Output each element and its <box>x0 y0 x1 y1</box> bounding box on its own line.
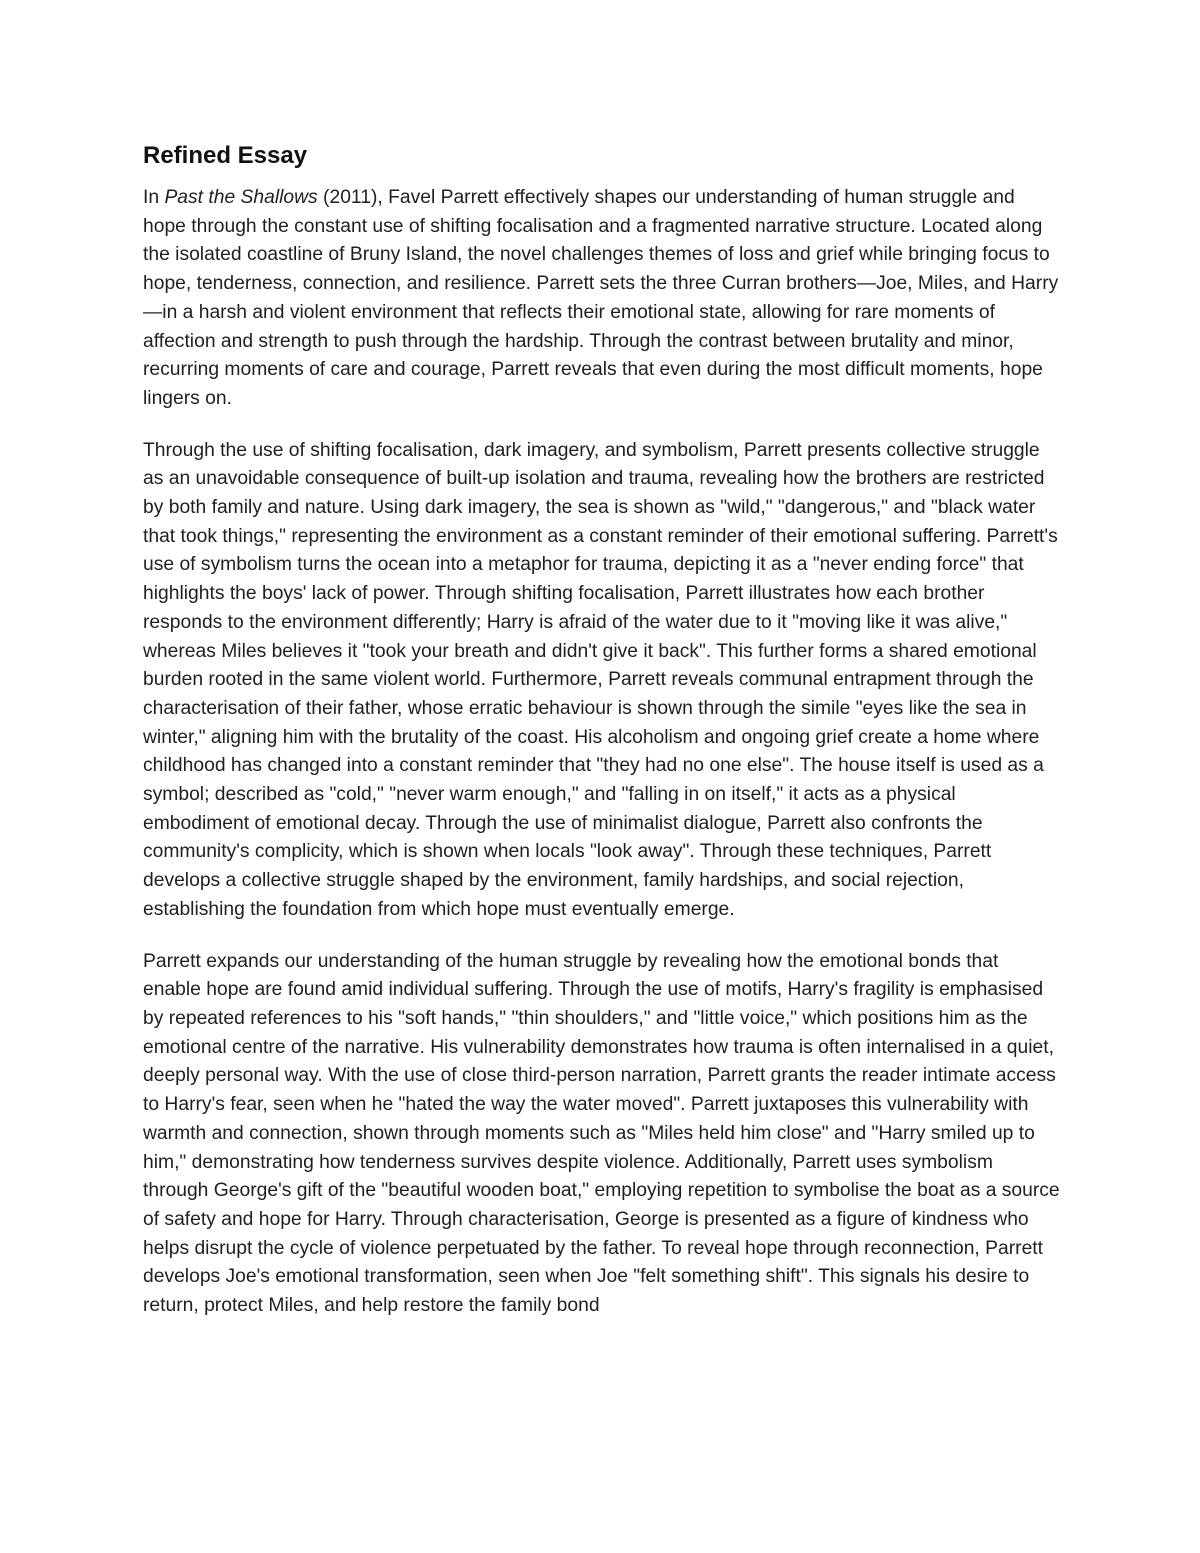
intro-prefix: In <box>143 187 165 208</box>
intro-body: (2011), Favel Parrett effectively shapes our understanding of human struggle and hope through the constant use of shifting focalisation and a fragmented narrative structure. Located along the isolated coastline of Bruny Island, the novel challenges themes of loss and grief while bringing focus to hope, tenderness, connection, and resilience. Parrett sets the three Curran brothers—Joe, Miles, and Harry—in a harsh and violent environment that reflects their emotional state, allowing for rare moments of affection and strength to push through the hardship. Through the contrast between brutality and minor, recurring moments of care and courage, Parrett reveals that even during the most difficult moments, hope lingers on. <box>143 187 1059 409</box>
body-paragraph-1: Through the use of shifting focalisation, dark imagery, and symbolism, Parrett presents collective struggle as an unavoidable consequence of built-up isolation and trauma, revealing how the brothers are restricted by both family and nature. Using dark imagery, the sea is shown as "wild," "dangerous," and "black water that took things," representing the environment as a constant reminder of their emotional suffering. Parrett's use of symbolism turns the ocean into a metaphor for trauma, depicting it as a "never ending force" that highlights the boys' lack of power. Through shifting focalisation, Parrett illustrates how each brother responds to the environment differently; Harry is afraid of the water due to it "moving like it was alive," whereas Miles believes it "took your breath and didn't give it back". This further forms a shared emotional burden rooted in the same violent world. Furthermore, Parrett reveals communal entrapment through the characterisation of their father, whose erratic behaviour is shown through the simile "eyes like the sea in winter," aligning him with the brutality of the coast. His alcoholism and ongoing grief create a home where childhood has changed into a constant reminder that "they had no one else". The house itself is used as a symbol; described as "cold," "never warm enough," and "falling in on itself," it acts as a physical embodiment of emotional decay. Through the use of minimalist dialogue, Parrett also confronts the community's complicity, which is shown when locals "look away". Through these techniques, Parrett develops a collective struggle shaped by the environment, family hardships, and social rejection, establishing the foundation from which hope must eventually emerge. <box>143 439 1058 920</box>
book-title: Past the Shallows <box>164 187 318 208</box>
essay-title: Refined Essay <box>143 142 308 169</box>
intro-paragraph <box>143 184 1061 414</box>
body-paragraph-2: Parrett expands our understanding of the human struggle by revealing how the emotional bonds that enable hope are found amid individual suffering. Through the use of motifs, Harry's fragility is emphasised by repeated references to his "soft hands," "thin shoulders," and "little voice," which positions him as the emotional centre of the narrative. His vulnerability demonstrates how trauma is often internalised in a quiet, deeply personal way. With the use of close third-person narration, Parrett grants the reader intimate access to Harry's fear, seen when he "hated the way the water moved". Parrett juxtaposes this vulnerability with warmth and connection, shown through moments such as "Miles held him close" and "Harry smiled up to him," demonstrating how tenderness survives despite violence. Additionally, Parrett uses symbolism through George's gift of the "beautiful wooden boat," employing repetition to symbolise the boat as a source of safety and hope for Harry. Through characterisation, George is presented as a figure of kindness who helps disrupt the cycle of violence perpetuated by the father. To reveal hope through reconnection, Parrett develops Joe's emotional transformation, seen when Joe "felt something shift". This signals his desire to return, protect Miles, and help restore the family bond <box>143 950 1060 1317</box>
document-page <box>143 140 1061 1344</box>
